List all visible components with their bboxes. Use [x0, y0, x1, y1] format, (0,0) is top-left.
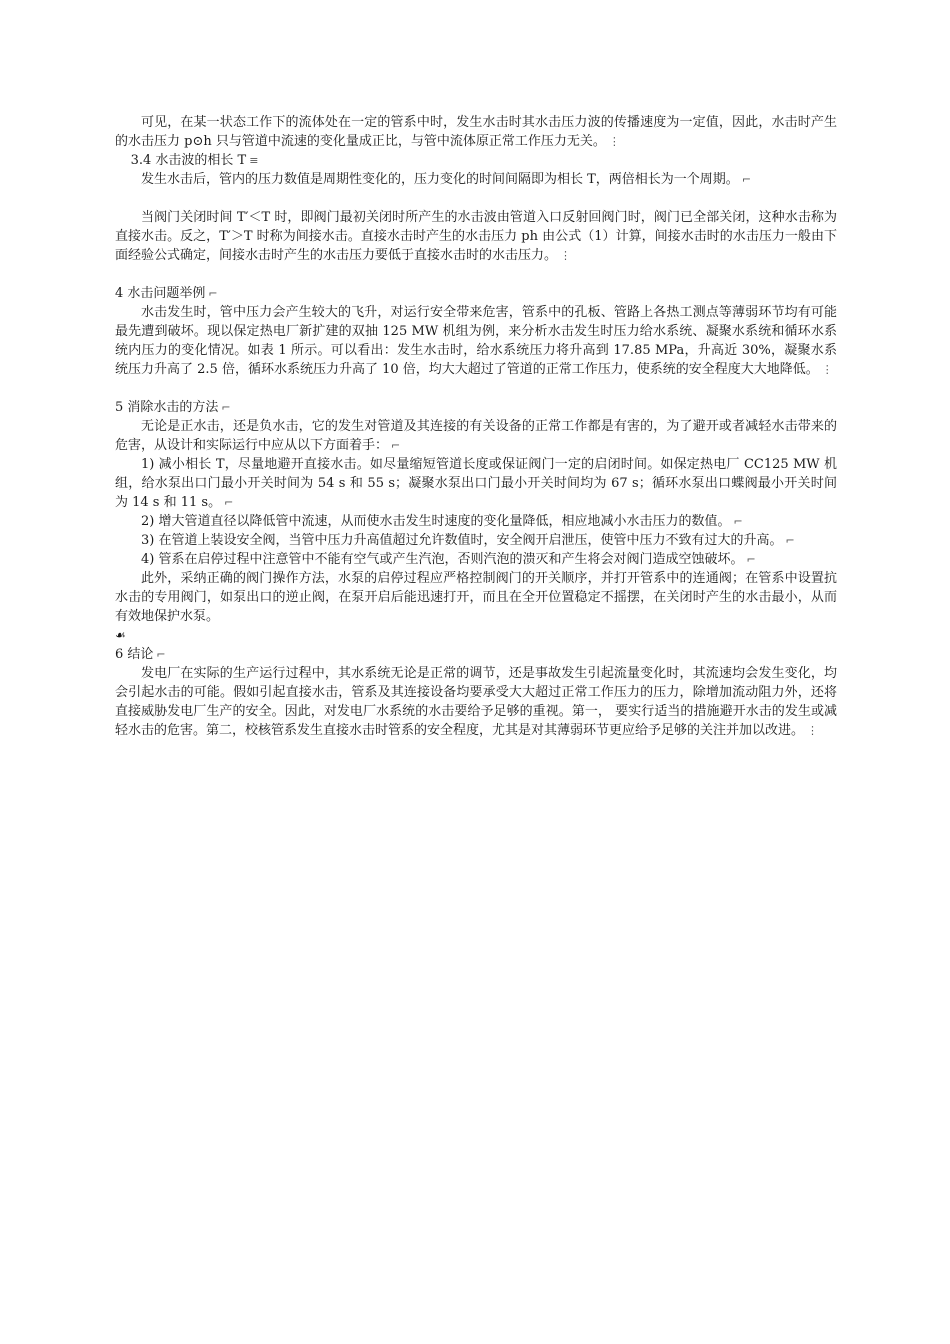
paragraph-methods-text: 无论是正水击，还是负水击，它的发生对管道及其连接的有关设备的正常工作都是有害的，为了避开或者减轻水击带来的危害，从设计和实际运行中应从以下方面着手：	[115, 419, 837, 453]
paragraph-example	[115, 303, 837, 379]
list-item-1	[115, 455, 837, 512]
list-item-1-text: 1) 减小相长 T，尽量地避开直接水击。如尽量缩短管道长度或保证阀门一定的启闭时间。如保定热电厂 CC125 MW 机组，给水泵出口门最小开关时间为 54 s 和 55 s；凝聚水泵出口门最小开关时间均为 67 s；循环水泵出口蝶阀最小开关时间为 14 s 和 11 s。	[115, 457, 837, 510]
paragraph-phase	[115, 170, 837, 189]
heading-3-4-text: 3.4 水击波的相长 T	[130, 153, 247, 168]
paragraph-methods	[115, 417, 837, 455]
list-item-3	[115, 531, 837, 550]
paragraph-phase-text: 发生水击后，管内的压力数值是周期性变化的，压力变化的时间间隔即为相长 T，两倍相长为一个周期。	[141, 172, 739, 187]
list-item-2	[115, 512, 837, 531]
heading-6-text: 6 结论	[115, 647, 154, 662]
list-item-4-text: 4) 管系在启停过程中注意管中不能有空气或产生汽泡，否则汽泡的溃灭和产生将会对阀门造成空蚀破坏。	[141, 552, 744, 567]
line-mark-icon: ⌐	[221, 401, 231, 414]
document-page	[115, 113, 837, 740]
heading-3-4	[115, 151, 837, 170]
paragraph-valve	[115, 208, 837, 265]
spacer	[115, 379, 837, 398]
paragraph-mark-icon: ⋮	[807, 724, 819, 737]
paragraph-valve-text: 当阀门关闭时间 T′＜T 时，即阀门最初关闭时所产生的水击波由管道入口反射回阀门时，阀门已全部关闭，这种水击称为直接水击。反之，T′＞T 时称为间接水击。直接水击时产生的水击压力 ph 由公式（1）计算，间接水击时的水击压力一般由下面经验公式确定，间接水击时产生的水击压力要低于直接水击时的水击压力。	[115, 210, 837, 263]
paragraph-intro	[115, 113, 837, 151]
line-mark-icon: ⌐	[733, 515, 743, 528]
paragraph-mark-icon: ⋮	[608, 135, 620, 148]
equiv-mark-icon: ≡	[249, 154, 259, 167]
paragraph-mark-icon: ⋮	[821, 363, 833, 376]
line-mark-icon: ⌐	[156, 648, 166, 661]
heading-5-text: 5 消除水击的方法	[115, 400, 219, 415]
line-mark-icon: ⌐	[785, 534, 795, 547]
line-mark-icon: ⌐	[208, 287, 218, 300]
heading-4	[115, 284, 837, 303]
paragraph-conclusion-text: 发电厂在实际的生产运行过程中，其水系统无论是正常的调节，还是事故发生引起流量变化时，其流速均会发生变化，均会引起水击的可能。假如引起直接水击，管系及其连接设备均要承受大大超过正常工作压力的压力，除增加流动阻力外，还将直接威胁发电厂生产的安全。因此，对发电厂水系统的水击要给予足够的重视。第一， 要实行适当的措施避开水击的发生或减轻水击的危害。第二，校核管系发生直接水击时管系的安全程度，尤其是对其薄弱环节更应给予足够的关注并加以改进。	[115, 666, 837, 738]
list-item-2-text: 2) 增大管道直径以降低管中流速，从而使水击发生时速度的变化量降低，相应地减小水击压力的数值。	[141, 514, 731, 529]
heading-5	[115, 398, 837, 417]
paragraph-mark-icon: ⋮	[560, 249, 572, 262]
paragraph-example-text: 水击发生时，管中压力会产生较大的飞升，对运行安全带来危害，管系中的孔板、管路上各热工测点等薄弱环节均有可能最先遭到破坏。现以保定热电厂新扩建的双抽 125 MW 机组为例，来分析水击发生时压力给水系统、凝聚水系统和循环水系统内压力的变化情况。如表 1 所示。可以看出：发生水击时，给水系统压力将升高到 17.85 MPa，升高近 30%，凝聚水系统压力升高了 2.5 倍，循环水系统压力升高了 10 倍，均大大超过了管道的正常工作压力，使系统的安全程度大大地降低。	[115, 305, 837, 377]
spacer	[115, 265, 837, 284]
line-mark-icon: ⌐	[224, 496, 234, 509]
spacer	[115, 189, 837, 208]
paragraph-conclusion	[115, 664, 837, 740]
paragraph-also	[115, 569, 837, 626]
heading-6	[115, 645, 837, 664]
list-item-3-text: 3) 在管道上装设安全阀，当管中压力升高值超过允许数值时，安全阀开启泄压，使管中压力不致有过大的升高。	[141, 533, 783, 548]
list-item-4	[115, 550, 837, 569]
line-mark-icon: ⌐	[741, 173, 752, 186]
decorative-glyph-icon: ☙	[115, 628, 126, 642]
paragraph-also-text: 此外，采纳正确的阀门操作方法，水泵的启停过程应严格控制阀门的开关顺序，并打开管系中的连通阀；在管系中设置抗水击的专用阀门，如泵出口的逆止阀，在泵开启后能迅速打开，而且在全开位置稳定不摇摆，在关闭时产生的水击最小，从而有效地保护水泵。	[115, 571, 837, 624]
heading-4-text: 4 水击问题举例	[115, 286, 206, 301]
paragraph-intro-text: 可见，在某一状态工作下的流体处在一定的管系中时，发生水击时其水击压力波的传播速度为一定值，因此，水击时产生的水击压力 p⊙h 只与管道中流速的变化量成正比，与管中流体原正常工作压力无关。	[115, 115, 837, 149]
line-mark-icon: ⌐	[746, 553, 756, 566]
line-mark-icon: ⌐	[391, 439, 401, 452]
